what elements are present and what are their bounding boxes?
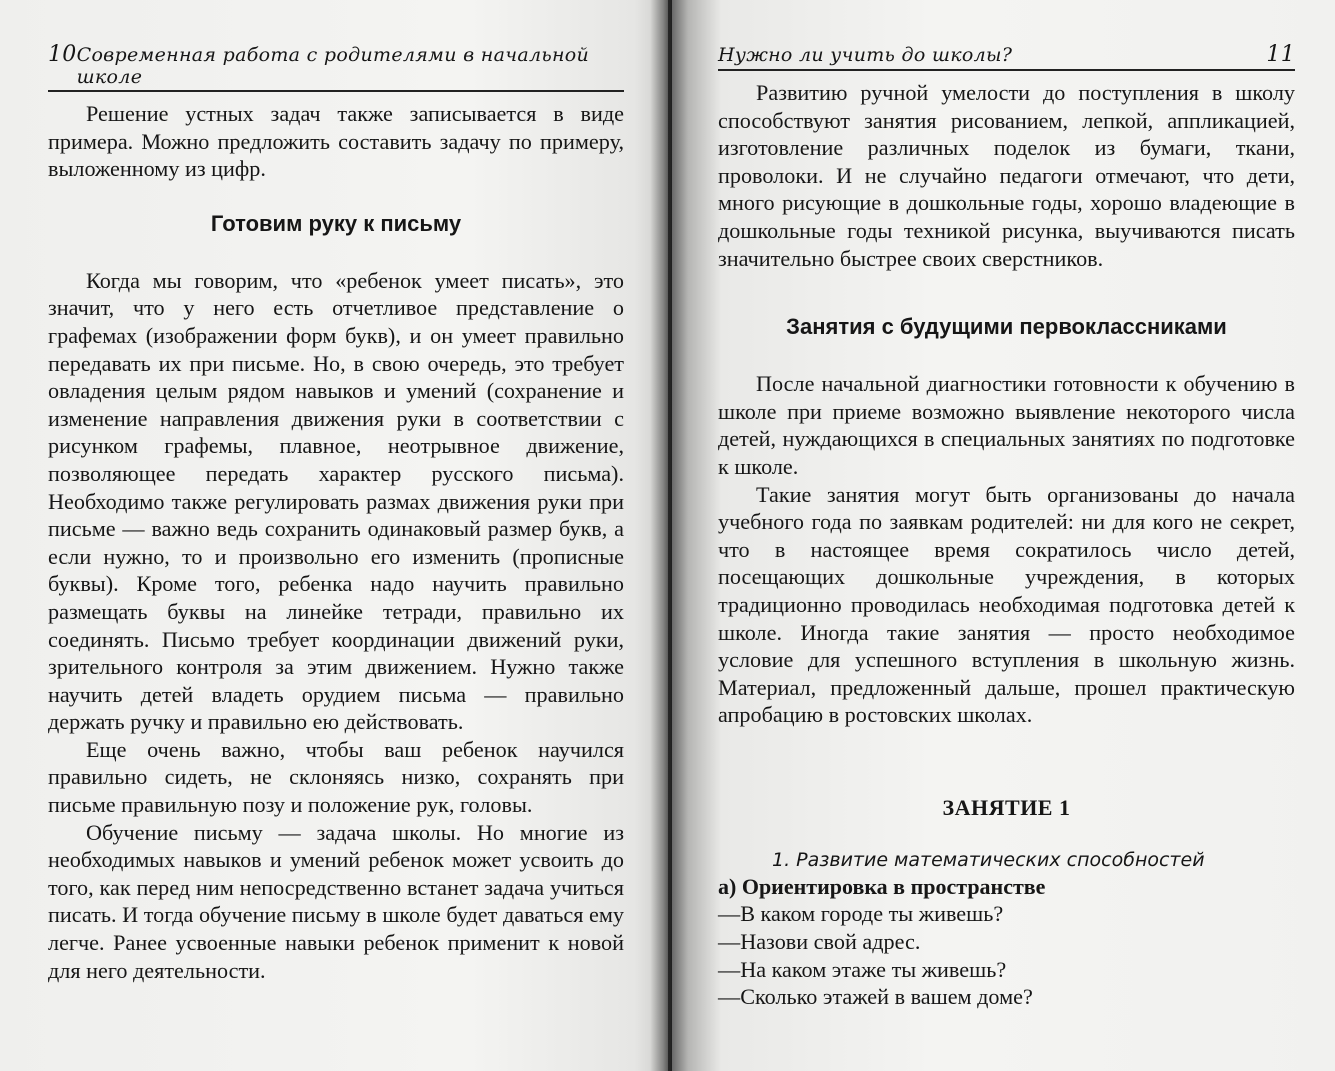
question-line: —Сколько этажей в вашем доме? [718, 984, 1033, 1010]
subsection-heading: а) Ориентировка в пространстве [718, 873, 1046, 899]
left-running-title: Современная работа с родителями в начальной школе [76, 44, 590, 88]
right-paragraph-2: После начальной диагностики готовности к обучению в школе при приеме возможно выявление некоторого числа детей, нуждающихся в специальных занятиях по подготовке к школе. [718, 371, 1295, 479]
right-paragraph-1: Развитию ручной умелости до поступления в школу способствуют занятия рисованием, лепкой, аппликацией, изготовление различных поделок из бумаги, ткани, проволоки. И не случайно педагоги отмечают, что дети, много рисующие в дошкольные годы, хорошо владеющие в дошкольные годы техникой рисунка, выучиваются писать значительно быстрее своих сверстников. [718, 80, 1295, 271]
left-paragraph-1: Решение устных задач также записывается в виде примера. Можно предложить составить задачу по примеру, выложенному из цифр. [48, 101, 624, 182]
right-page-text [718, 79, 1295, 1011]
left-paragraph-2: Когда мы говорим, что «ребенок умеет писать», это значит, что у него есть отчетливое представление о графемах (изображении форм букв), и он умеет правильно передавать их при письме. Но, в свою очередь, это требует овладения целым рядом навыков и умений (сохранение и изменение направления движения руки в соответствии с рисунком графемы, плавное, неотрывное движение, позволяющее передать характер русского письма). Необходимо также регулировать размах движения руки при письме — важно ведь сохранить одинаковый размер букв, а если нужно, то и произвольно его изменить (прописные буквы). Кроме того, ребенка надо научить правильно размещать буквы на линейке тетради, правильно их соединять. Письмо требует координации движений руки, зрительного контроля за этим движением. Нужно также научить детей владеть орудием письма — правильно держать ручку и правильно ею действовать. [48, 267, 624, 735]
section-heading-right: Занятия с будущими первоклассниками [786, 314, 1227, 340]
question-line: —Назови свой адрес. [718, 929, 921, 955]
right-running-head [718, 42, 1295, 71]
right-running-title: Нужно ли учить до школы? [718, 44, 1013, 66]
left-paragraph-3: Еще очень важно, чтобы ваш ребенок научился правильно сидеть, не склоняясь низко, сохранять при письме правильную позу и положение рук, головы. [48, 736, 624, 818]
left-paragraph-4: Обучение письму — задача школы. Но многие из необходимых навыков и умений ребенок может усвоить до того, как перед ним непосредственно встанет задача учиться писать. И тогда обучение письму в школе будет даваться ему легче. Ранее усвоенные навыки ребенок применит к новой для него деятельности. [48, 819, 624, 983]
section-subtitle: 1. Развитие математических способностей [772, 848, 1205, 871]
right-paragraph-3: Такие занятия могут быть организованы до начала учебного года по заявкам родителей: ни для кого не секрет, что в настоящее время сократилось число детей, посещающих дошкольные учреждения, в которых традиционно проводилась необходимая подготовка детей к школе. Иногда такие занятия — просто необходимое условие для успешного вступления в школьную жизнь. Материал, предложенный дальше, прошел практическую апробацию в ростовских школах. [718, 481, 1295, 728]
lesson-title: ЗАНЯТИЕ 1 [942, 794, 1071, 820]
page-number-left: 10 [48, 42, 77, 67]
section-heading-left: Готовим руку к письму [210, 210, 462, 236]
left-page-text [48, 100, 624, 984]
right-page [668, 0, 1335, 1071]
left-running-head [48, 42, 624, 92]
question-line: —В каком городе ты живешь? [718, 901, 1004, 927]
page-number-right: 11 [1266, 42, 1295, 67]
question-line: —На каком этаже ты живешь? [718, 956, 1007, 982]
